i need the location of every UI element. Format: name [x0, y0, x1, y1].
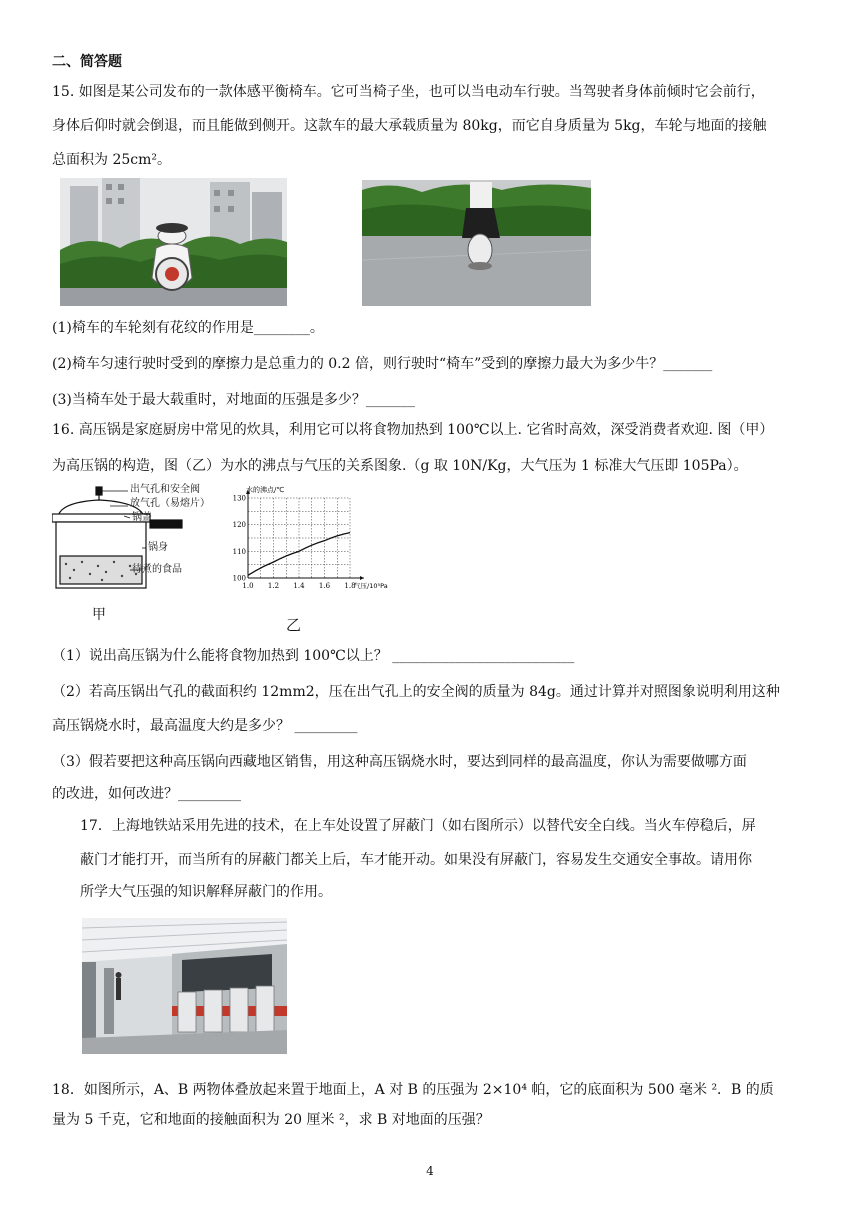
- x-tick-label: 1.2: [267, 582, 280, 590]
- y-tick-label: 120: [232, 521, 246, 530]
- q16-line-1: 16. 高压锅是家庭厨房中常见的炊具，利用它可以将食物加热到 100℃以上. 它省时高效，深受消费者欢迎. 图（甲）: [52, 422, 774, 438]
- caption-jia: 甲: [92, 607, 106, 623]
- label-body: 锅身: [148, 542, 168, 553]
- rider-photo: [362, 180, 591, 306]
- q16-sub-2-line-2: 高压锅烧水时，最高温度大约是多少？ _________: [52, 718, 358, 734]
- y-axis-label: 水的沸点/℃: [246, 486, 285, 494]
- q15-line-3: 总面积为 25cm²。: [52, 152, 171, 168]
- q15-sub-3: (3)当椅车处于最大载重时，对地面的压强是多少？_______: [52, 392, 415, 408]
- balance-chair-photo: [60, 178, 287, 306]
- x-axis-label: 气压/10⁵Pa: [354, 582, 388, 590]
- q16-sub-2-line-1: （2）若高压锅出气孔的截面积约 12mm2，压在出气孔上的安全阀的质量为 84g。通过计算并对照图象说明利用这种: [52, 684, 780, 700]
- x-tick-label: 1.0: [242, 582, 254, 590]
- x-tick-label: 1.8: [344, 582, 356, 590]
- metro-screen-door-photo: [82, 918, 287, 1054]
- q17-line-3: 所学大气压强的知识解释屏蔽门的作用。: [80, 884, 332, 900]
- q18-line-1: 18．如图所示，A、B 两物体叠放起来置于地面上，A 对 B 的压强为 2×10⁴ 帕，它的底面积为 500 毫米 ²．B 的质: [52, 1082, 774, 1098]
- q15-sub-1: (1)椅车的车轮刻有花纹的作用是________。: [52, 320, 324, 336]
- q15-sub-2: (2)椅车匀速行驶时受到的摩擦力是总重力的 0.2 倍，则行驶时“椅车”受到的摩擦力最大为多少牛？_______: [52, 356, 713, 372]
- q17-line-2: 蔽门才能打开，而当所有的屏蔽门都关上后，车才能开动。如果没有屏蔽门，容易发生交通安全事故。请用你: [80, 852, 752, 868]
- page-number: 4: [426, 1164, 434, 1178]
- q17-line-1: 17．上海地铁站采用先进的技术，在上车处设置了屏蔽门（如右图所示）以替代安全白线。当火车停稳后，屏: [80, 818, 756, 834]
- label-outlet-valve: 出气孔和安全阀: [130, 484, 200, 495]
- boiling-point-chart: [228, 484, 412, 634]
- series-curve: [248, 533, 350, 576]
- q16-sub-1: （1）说出高压锅为什么能将食物加热到 100℃以上？ __________________________: [52, 648, 575, 664]
- label-lid: 锅盖: [132, 512, 152, 523]
- label-vent-hole: 放气孔（易熔片）: [130, 498, 210, 509]
- q15-line-2: 身体后仰时就会倒退，而且能做到侧开。这款车的最大承载质量为 80kg，而它自身质量为 5kg，车轮与地面的接触: [52, 118, 767, 134]
- pressure-cooker-diagram: [52, 484, 242, 624]
- boiling-point-chart-svg: [228, 484, 412, 604]
- y-tick-label: 100: [232, 574, 246, 583]
- x-axis-arrow: [360, 576, 364, 580]
- q16-line-2: 为高压锅的构造，图（乙）为水的沸点与气压的关系图象.（g 取 10N/Kg，大气压为 1 标准大气压即 105Pa）。: [52, 458, 748, 474]
- y-tick-label: 110: [232, 547, 246, 556]
- q18-line-2: 量为 5 千克，它和地面的接触面积为 20 厘米 ²，求 B 对地面的压强？: [52, 1112, 490, 1128]
- y-tick-label: 130: [232, 494, 246, 503]
- x-tick-label: 1.4: [293, 582, 305, 590]
- label-food: 待煮的食品: [132, 564, 182, 575]
- caption-yi: 乙: [286, 616, 302, 634]
- q16-sub-3-line-2: 的改进，如何改进？_________: [52, 786, 241, 802]
- q15-line-1: 15. 如图是某公司发布的一款体感平衡椅车。它可当椅子坐，也可以当电动车行驶。当驾驶者身体前倾时它会前行，: [52, 84, 765, 100]
- section-title: 二、简答题: [52, 54, 122, 70]
- q16-sub-3-line-1: （3）假若要把这种高压锅向西藏地区销售，用这种高压锅烧水时，要达到同样的最高温度，你认为需要做哪方面: [52, 754, 747, 770]
- x-tick-label: 1.6: [318, 582, 331, 590]
